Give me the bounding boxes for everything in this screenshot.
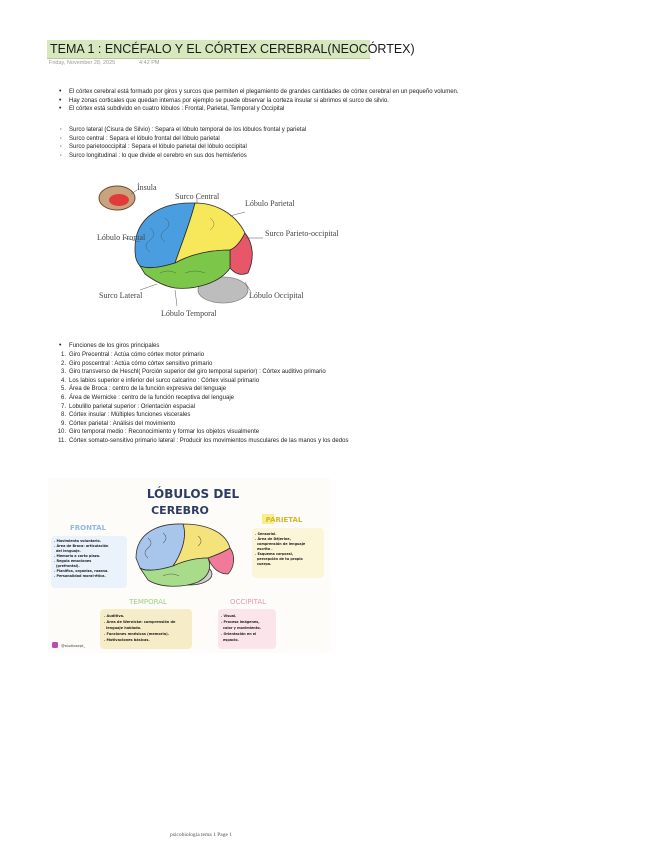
svg-text:. Sensorial.: . Sensorial. [255, 532, 277, 536]
svg-text:percepción de tu propio: percepción de tu propio [257, 557, 303, 561]
svg-text:cuerpo.: cuerpo. [257, 562, 272, 566]
svg-text:. Auditiva.: . Auditiva. [104, 614, 125, 618]
label-lobulo-parietal: Lóbulo Parietal [245, 199, 295, 208]
list-item: 4. Los labios superior e inferior del surco calcarino : Córtex visual primario [60, 377, 260, 384]
list-item: 7. Lobulillo parietal superior : Orientación espacial [60, 403, 196, 410]
svg-text:. Funciones mnésicas (memoria): . Funciones mnésicas (memoria). [104, 632, 170, 636]
page-footer: psicobiologia tema 1 Page 1 [170, 832, 233, 838]
svg-text:comprensión de lenguaje: comprensión de lenguaje [257, 542, 306, 546]
svg-text:lenguaje hablado.: lenguaje hablado. [106, 626, 142, 630]
list-item: • Hay zonas corticales que quedan internas por ejemplo se puede observar la corteza insular si abrimos el surco de silvio. [58, 97, 459, 106]
list-item: · Surco central : Separa el lóbulo frontal del lóbulo parietal [58, 135, 306, 144]
occipital-heading: OCCIPITAL [229, 598, 267, 606]
list-item: · Surco longitudinal : lo que divide el cerebro en sus dos hemisferios [58, 152, 306, 161]
label-lobulo-occipital: Lóbulo Occipital [249, 291, 304, 300]
list-item: 8. Córtex insular : Múltiples funciones viscerales [60, 412, 191, 419]
list-item: 10. Giro temporal medio : Reconocimiento y formar los objetos visualmente [57, 429, 260, 436]
list-item: 5. Área de Broca : centro de la función expresiva del lenguaje [60, 386, 227, 393]
page-time: 4:42 PM [139, 60, 160, 66]
svg-text:. Área de Broca: articulación: . Área de Broca: articulación [54, 544, 109, 548]
list-item: • El córtex cerebral está formado por giros y surcos que permiten el plegamiento de grandes cantidades de córtex cerebral en un pequeño volumen. [58, 88, 459, 97]
svg-text:del lenguaje.: del lenguaje. [56, 549, 81, 553]
svg-text:. Área de Déjerine,: . Área de Déjerine, [255, 537, 291, 541]
svg-text:. Procesa imágenes,: . Procesa imágenes, [221, 620, 260, 624]
svg-text:espacio.: espacio. [223, 638, 239, 642]
svg-text:. Regula emociones: . Regula emociones [54, 559, 92, 563]
svg-text:(prefrontal).: (prefrontal). [56, 564, 80, 568]
insula-highlight [109, 194, 129, 206]
svg-text:. Motivaciones básicas.: . Motivaciones básicas. [104, 638, 150, 642]
svg-text:. Planifica, organiza, razona.: . Planifica, organiza, razona. [54, 569, 109, 573]
label-surco-parieto: Surco Parieto-occipital [265, 229, 339, 238]
label-surco-lateral: Surco Lateral [99, 291, 143, 300]
label-surco-central: Surco Central [175, 192, 220, 201]
list-item: · Surco parietooccipital : Separa el lóbulo parietal del lóbulo occipital [58, 143, 306, 152]
page-title: TEMA 1 : ENCÉFALO Y EL CÓRTEX CEREBRAL(NEOCÓRTEX) [47, 40, 370, 59]
lobulos-infographic [48, 478, 330, 653]
svg-text:. Memoria a corto plazo.: . Memoria a corto plazo. [54, 554, 101, 558]
intro-bullet-list [58, 88, 459, 114]
label-insula: Ínsula [137, 183, 157, 192]
list-item: • El córtex está subdivido en cuatro lóbulos : Frontal, Parietal, Temporal y Occipital [58, 105, 459, 114]
label-lobulo-frontal: Lóbulo Frontal [97, 233, 146, 242]
svg-text:escrito .: escrito . [257, 547, 273, 551]
funciones-heading-list [58, 342, 159, 351]
list-item: 11. Córtex somato-sensitivo primario lateral : Producir los movimientos musculares de las manos y los dedos [58, 437, 349, 444]
svg-text:. Visual.: . Visual. [221, 614, 237, 618]
temporal-heading: TEMPORAL [129, 598, 167, 606]
list-item: · Surco lateral (Cisura de Silvio) : Separa el lóbulo temporal de los lóbulos frontal y parietal [58, 126, 306, 135]
list-item: 2. Giro poscentral : Actúa cómo córtex sensitivo primario [60, 360, 213, 367]
label-lobulo-temporal: Lóbulo Temporal [161, 309, 217, 318]
list-item: 3. Giro transverso de Heschl( Porción superior del giro temporal superior) : Córtex auditivo primario [60, 369, 326, 376]
list-item: 9. Córtex parietal : Análisis del movimiento [60, 420, 176, 427]
funciones-heading: • Funciones de los giros principales [58, 342, 159, 351]
parietal-heading: PARIETAL [265, 516, 303, 524]
infographic-title-line1: LÓBULOS DEL [146, 487, 240, 501]
svg-text:. Área de Wernicke: comprensió: . Área de Wernicke: comprensión de [104, 620, 176, 624]
svg-text:. Movimiento voluntario.: . Movimiento voluntario. [54, 539, 101, 543]
page-meta [49, 60, 160, 66]
svg-text:. Orientación en el: . Orientación en el [221, 632, 257, 636]
page-date: Friday, November 28, 2025 [49, 60, 116, 66]
surcos-list [58, 126, 306, 160]
instagram-icon [52, 642, 58, 648]
svg-text:. Personalidad moral-ética.: . Personalidad moral-ética. [54, 574, 106, 578]
list-item: 1. Giro Precentral : Actúa cómo córtex motor primario [60, 352, 205, 358]
brain-lobes-figure [95, 178, 339, 328]
infographic-credit: @studiosept_ [61, 644, 86, 648]
list-item: 6. Área de Wernicke : centro de la función receptiva del lenguaje [60, 394, 234, 401]
svg-text:. Esquema corporal,: . Esquema corporal, [255, 552, 294, 556]
funciones-list [58, 351, 348, 446]
frontal-heading: FRONTAL [69, 524, 107, 532]
svg-text:color y movimiento.: color y movimiento. [223, 626, 261, 630]
infographic-title-line2: CEREBRO [151, 504, 209, 517]
